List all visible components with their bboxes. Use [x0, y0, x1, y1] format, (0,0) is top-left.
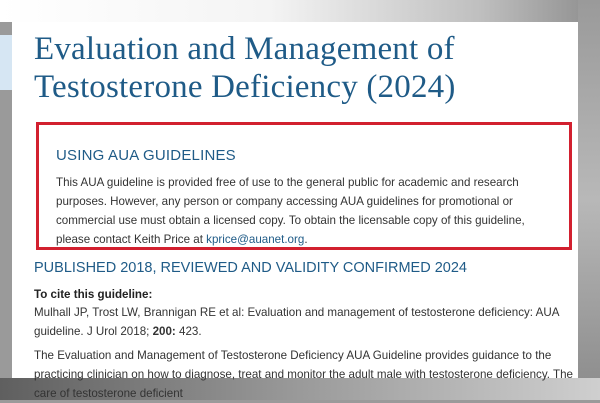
- notice-text: [56, 173, 556, 249]
- background-right-gradient: [578, 0, 600, 400]
- usage-notice-box: [36, 122, 572, 250]
- citation-volume: 200:: [152, 325, 176, 338]
- citation-heading: To cite this guideline:: [34, 288, 153, 301]
- intro-paragraph: The Evaluation and Management of Testosterone Deficiency AUA Guideline provides guidance to the practicing clinician on how to diagnose, treat and monitor the adult male with testosterone deficiency. The care of testosterone deficient: [34, 349, 573, 400]
- contact-email-link[interactable]: kprice@auanet.org: [206, 233, 305, 246]
- citation-reference: Mulhall JP, Trost LW, Brannigan RE et al: Evaluation and management of testosterone deficiency: AUA guideline. J Urol 2018;: [34, 306, 559, 338]
- guideline-page: [12, 22, 578, 400]
- background-top-gradient: [0, 0, 600, 22]
- published-heading: PUBLISHED 2018, REVIEWED AND VALIDITY CONFIRMED 2024: [34, 260, 467, 276]
- citation-text: [34, 303, 569, 341]
- left-sidebar-accent: [0, 35, 12, 90]
- notice-heading: USING AUA GUIDELINES: [56, 147, 236, 164]
- citation-pages: 423.: [175, 325, 202, 338]
- notice-period: .: [304, 233, 308, 246]
- notice-body: This AUA guideline is provided free of use to the general public for academic and research purposes. However, any person or company accessing AUA guidelines for promotional or commercial use must obtain a licensed copy. To obtain the licensable copy of this guideline, please contact Keith Price at: [56, 176, 525, 246]
- page-title: Evaluation and Management of Testosterone Deficiency (2024): [34, 31, 456, 105]
